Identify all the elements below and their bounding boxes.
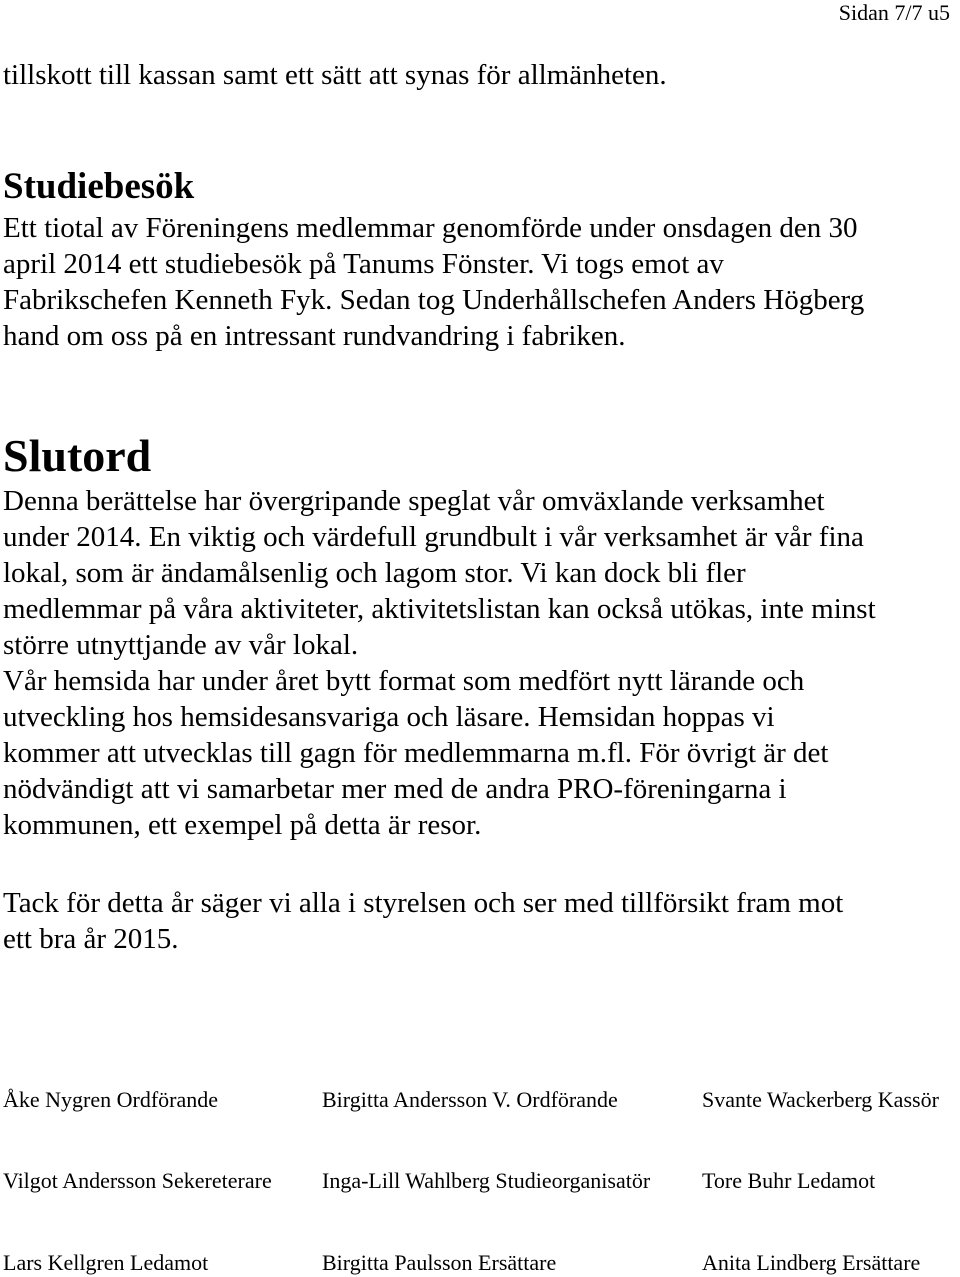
text-line: kommer att utvecklas till gagn för medlemmarna m.fl. För övrigt är det bbox=[3, 737, 829, 769]
text-line: medlemmar på våra aktiviteter, aktivitetslistan kan också utökas, inte minst bbox=[3, 593, 876, 625]
text-line: Ett tiotal av Föreningens medlemmar genomförde under onsdagen den 30 bbox=[3, 212, 858, 244]
text-line: Denna berättelse har övergripande speglat vår omväxlande verksamhet bbox=[3, 485, 825, 517]
signature-name: Åke Nygren Ordförande bbox=[3, 1087, 219, 1112]
signature-row bbox=[3, 1086, 960, 1114]
signature-row bbox=[3, 1249, 960, 1277]
text-line: nödvändigt att vi samarbetar mer med de andra PRO-föreningarna i bbox=[3, 773, 787, 805]
slutord-paragraph bbox=[3, 483, 876, 843]
text-line: april 2014 ett studiebesök på Tanums Fönster. Vi togs emot av bbox=[3, 248, 724, 280]
text-line: Fabrikschefen Kenneth Fyk. Sedan tog Underhållschefen Anders Högberg bbox=[3, 284, 865, 316]
text-line: ett bra år 2015. bbox=[3, 923, 179, 955]
signature-name: Tore Buhr Ledamot bbox=[702, 1168, 876, 1193]
intro-paragraph bbox=[3, 57, 958, 93]
studiebesok-paragraph bbox=[3, 210, 864, 354]
text-line: hand om oss på en intressant rundvandring i fabriken. bbox=[3, 320, 626, 352]
signature-name: Anita Lindberg Ersättare bbox=[702, 1250, 921, 1275]
signature-name: Lars Kellgren Ledamot bbox=[3, 1250, 209, 1275]
signature-name: Svante Wackerberg Kassör bbox=[702, 1087, 939, 1112]
thanks-paragraph bbox=[3, 885, 843, 957]
text-line: större utnyttjande av vår lokal. bbox=[3, 629, 359, 661]
signature-name: Birgitta Paulsson Ersättare bbox=[322, 1250, 557, 1275]
text-line: utveckling hos hemsidesansvariga och läsare. Hemsidan hoppas vi bbox=[3, 701, 775, 733]
section-heading-slutord: Slutord bbox=[3, 430, 152, 481]
text-line: under 2014. En viktig och värdefull grundbult i vår verksamhet är vår fina bbox=[3, 521, 864, 553]
text-line: Vår hemsida har under året bytt format som medfört nytt lärande och bbox=[3, 665, 805, 697]
text-line: Tack för detta år säger vi alla i styrelsen och ser med tillförsikt fram mot bbox=[3, 887, 844, 919]
signature-name: Inga-Lill Wahlberg Studieorganisatör bbox=[322, 1168, 651, 1193]
signature-name: Birgitta Andersson V. Ordförande bbox=[322, 1087, 618, 1112]
signature-name: Vilgot Andersson Sekereterare bbox=[3, 1168, 272, 1193]
signature-row bbox=[3, 1167, 960, 1195]
text-line: kommunen, ett exempel på detta är resor. bbox=[3, 809, 482, 841]
page-number: Sidan 7/7 u5 bbox=[838, 0, 950, 25]
section-heading-studiebesok: Studiebesök bbox=[3, 166, 195, 207]
text-line: lokal, som är ändamålsenlig och lagom stor. Vi kan dock bli fler bbox=[3, 557, 746, 589]
text-line: tillskott till kassan samt ett sätt att synas för allmänheten. bbox=[3, 59, 667, 91]
